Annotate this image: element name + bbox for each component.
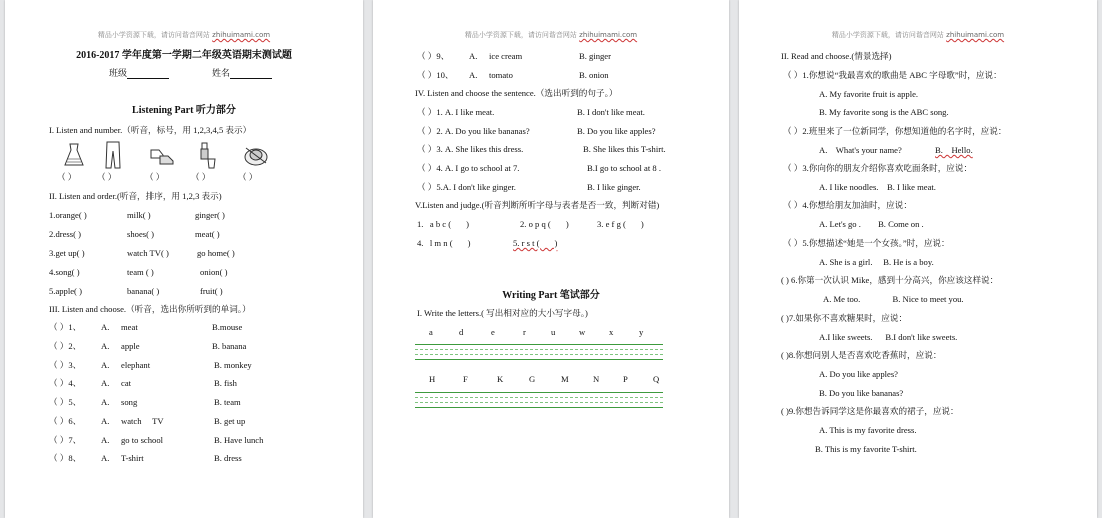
order-item[interactable]: 5.apple( ) <box>49 286 82 296</box>
exam-page-1 <box>5 0 363 518</box>
option-a-word: ice cream <box>489 51 523 61</box>
option-a: A. Do you like apples? <box>819 369 898 379</box>
question[interactable]: （ ）3.你向你的朋友介绍你喜欢吃面条时，应说： <box>783 163 973 173</box>
letter: w <box>579 327 586 337</box>
option-b-word: B. fish <box>214 378 237 388</box>
option-b-word: B. ginger <box>579 51 611 61</box>
option-a-word: go to school <box>121 435 164 445</box>
question[interactable]: （ ）4.你想给朋友加油时，应说： <box>783 200 912 210</box>
order-item[interactable]: go home( ) <box>197 248 235 258</box>
name-blank[interactable] <box>230 69 272 79</box>
question[interactable]: ( )9.你想告诉同学这是你最喜欢的裙子，应说： <box>781 406 959 416</box>
page-header <box>373 30 729 40</box>
question[interactable]: （ ）5.你想描述“她是一个女孩。”时，应说： <box>783 238 950 248</box>
option-b-word: B. monkey <box>214 360 252 370</box>
option-a-marker: A. <box>101 397 110 407</box>
answer-bracket[interactable]: （ ）8、 <box>49 453 82 463</box>
option-b-word: B. onion <box>579 70 609 80</box>
shoes-icon <box>149 146 175 166</box>
letter: u <box>551 327 556 337</box>
writing-1-instruction: I. Write the letters.( 写出相对应的大小写字母。) <box>417 308 588 318</box>
question[interactable]: ( ) 6.你第一次认识 Mike，感到十分高兴，你应该这样说： <box>781 275 999 285</box>
letter: N <box>593 374 600 384</box>
order-item[interactable]: banana( ) <box>127 286 160 296</box>
answer-bracket[interactable]: （ ）2、 <box>49 341 82 351</box>
class-blank[interactable] <box>127 69 169 79</box>
option-a: A. She is a girl. B. He is a boy. <box>819 257 934 267</box>
read-choose-instruction: II. Read and choose.(情景选择) <box>781 51 892 61</box>
option-a-marker: A. <box>101 322 110 332</box>
option-a-word: cat <box>121 378 132 388</box>
exam-page-2 <box>373 0 729 518</box>
option-a-word: song <box>121 397 138 407</box>
letter: M <box>561 374 569 384</box>
page-header <box>5 30 363 40</box>
letter: K <box>497 374 504 384</box>
answer-bracket[interactable]: （ ）6、 <box>49 416 82 426</box>
judge-item[interactable]: 2. o p q ( ) <box>520 219 569 229</box>
option-b: B. Hello. <box>935 145 973 155</box>
section-2-instruction: II. Listen and order.(听音，排序，用 1,2,3 表示) <box>49 191 222 201</box>
order-item[interactable]: 4.song( ) <box>49 267 80 277</box>
sentence-option-a[interactable]: （ ）4. A. I go to school at 7. <box>417 163 520 173</box>
option-a: A. I like noodles. B. I like meat. <box>819 182 936 192</box>
option-a: A.I like sweets. B.I don't like sweets. <box>819 332 958 342</box>
letter: x <box>609 327 614 337</box>
sentence-option-b: B. I like ginger. <box>587 182 641 192</box>
hat-icon <box>243 143 269 167</box>
order-item[interactable]: watch TV( ) <box>127 248 169 258</box>
letter: d <box>459 327 464 337</box>
option-b-word: B. get up <box>214 416 246 426</box>
page-header <box>739 30 1097 40</box>
header-site-link[interactable]: zhihuimami.com <box>579 31 638 39</box>
sentence-option-a[interactable]: （ ）1. A. I like meat. <box>417 107 495 117</box>
order-item[interactable]: team ( ) <box>127 267 154 277</box>
header-text: 精品小学资源下载，请访问谐音网站 <box>831 31 944 39</box>
name-label: 姓名 <box>212 68 231 78</box>
answer-bracket[interactable]: （ ）1、 <box>49 322 82 332</box>
order-item[interactable]: 2.dress( ) <box>49 229 81 239</box>
option-a-marker: A. <box>101 378 110 388</box>
question[interactable]: ( )7.如果你不喜欢糖果时，应说： <box>781 313 908 323</box>
sentence-option-b: B. I don't like meat. <box>577 107 645 117</box>
letter: r <box>523 327 526 337</box>
option-a-word: apple <box>121 341 140 351</box>
answer-bracket[interactable]: （ ）7、 <box>49 435 82 445</box>
exam-title: 2016-2017 学年度第一学期二年级英语期末测试题 <box>76 50 292 61</box>
header-site-link[interactable]: zhihuimami.com <box>946 31 1005 39</box>
option-a-marker: A. <box>469 70 478 80</box>
order-item[interactable]: 1.orange( ) <box>49 210 87 220</box>
option-a-word: elephant <box>121 360 151 370</box>
order-item[interactable]: fruit( ) <box>200 286 223 296</box>
letter: H <box>429 374 436 384</box>
writing-part-title: Writing Part 笔试部分 <box>502 290 600 301</box>
judge-item[interactable]: 1. a b c ( ) <box>417 219 470 229</box>
question[interactable]: ( )8.你想问别人是否喜欢吃香蕉时，应说： <box>781 350 942 360</box>
sentence-option-b: B. She likes this T-shirt. <box>583 144 666 154</box>
judge-item[interactable]: 3. e f g ( ) <box>597 219 644 229</box>
trousers-icon <box>105 141 121 169</box>
section-4-instruction: IV. Listen and choose the sentence.（选出听到的句子。） <box>415 88 618 98</box>
header-text: 精品小学资源下载，请访问谐音网站 <box>97 31 210 39</box>
option-b-word: B. banana <box>212 341 247 351</box>
exam-page-3 <box>739 0 1097 518</box>
order-item[interactable]: shoes( ) <box>127 229 154 239</box>
option-b-word: B. Have lunch <box>214 435 264 445</box>
sentence-option-a[interactable]: （ ）5.A. I don't like ginger. <box>417 182 516 192</box>
letter: F <box>463 374 468 384</box>
option-a-marker: A. <box>101 435 110 445</box>
option-a-marker: A. <box>101 341 110 351</box>
letter: a <box>429 327 433 337</box>
letter: e <box>491 327 495 337</box>
name-field <box>212 68 272 79</box>
option-a-marker: A. <box>469 51 478 61</box>
order-item[interactable]: 3.get up( ) <box>49 248 85 258</box>
option-a: A. This is my favorite dress. <box>819 425 917 435</box>
order-item[interactable]: milk( ) <box>127 210 151 220</box>
letter: y <box>639 327 644 337</box>
option-a-word: watch TV <box>121 416 164 426</box>
letter: G <box>529 374 536 384</box>
option-b: B. Do you like bananas? <box>819 388 904 398</box>
option-a: A. Let's go . B. Come on . <box>819 219 924 229</box>
picture-bracket[interactable]: （ ） <box>145 172 165 182</box>
sentence-option-b: B. Do you like apples? <box>577 126 656 136</box>
answer-bracket[interactable]: （ ）10、 <box>417 70 454 80</box>
order-item[interactable]: onion( ) <box>200 267 228 277</box>
section-1-instruction: I. Listen and number.（听音，标号，用 1,2,3,4,5 表示） <box>49 125 252 135</box>
sentence-option-b: B.I go to school at 8 . <box>587 163 661 173</box>
answer-bracket[interactable]: （ ）4、 <box>49 378 82 388</box>
picture-bracket[interactable]: （ ） <box>238 172 258 182</box>
option-a-word: tomato <box>489 70 513 80</box>
option-b: B. This is my favorite T-shirt. <box>815 444 917 454</box>
section-3-instruction: III. Listen and choose.（听音，选出你所听到的单词。） <box>49 304 251 314</box>
header-text: 精品小学资源下载，请访问谐音网站 <box>464 31 577 39</box>
question[interactable]: （ ）2.班里来了一位新同学，你想知道他的名字时，应说： <box>783 126 1007 136</box>
answer-bracket[interactable]: （ ）3、 <box>49 360 82 370</box>
judge-item[interactable]: 4. l m n ( ) <box>417 238 471 248</box>
answer-bracket[interactable]: （ ）9、 <box>417 51 450 61</box>
writing-guide-lines[interactable] <box>415 392 663 412</box>
picture-bracket[interactable]: （ ） <box>191 172 211 182</box>
sentence-option-a[interactable]: （ ）2. A. Do you like bananas? <box>417 126 530 136</box>
option-b-word: B.mouse <box>212 322 243 332</box>
option-a-word: meat <box>121 322 138 332</box>
option-a: A. What's your name? <box>819 145 902 155</box>
sentence-option-a[interactable]: （ ）3. A. She likes this dress. <box>417 144 524 154</box>
option-a-marker: A. <box>101 360 110 370</box>
option-b-word: B. team <box>214 397 241 407</box>
answer-bracket[interactable]: （ ）5、 <box>49 397 82 407</box>
option-a: A. Me too. B. Nice to meet you. <box>823 294 964 304</box>
picture-bracket[interactable]: （ ） <box>57 172 77 182</box>
letter: Q <box>653 374 660 384</box>
order-item[interactable]: meat( ) <box>195 229 220 239</box>
option-b: B. My favorite song is the ABC song. <box>819 107 949 117</box>
option-a-marker: A. <box>101 453 110 463</box>
listening-part-title: Listening Part 听力部分 <box>132 105 236 116</box>
option-b-word: B. dress <box>214 453 242 463</box>
class-label: 班级 <box>109 68 128 78</box>
judge-item[interactable]: 5. r s t ( ) <box>513 238 558 248</box>
juice-icon <box>198 141 218 169</box>
dress-icon <box>63 143 85 167</box>
section-5-instruction: V.Listen and judge.(听音判断所听字母与表者是否一致，判断对错) <box>415 200 660 210</box>
order-item[interactable]: ginger( ) <box>195 210 225 220</box>
header-site-link[interactable]: zhihuimami.com <box>212 31 271 39</box>
class-field <box>109 68 169 79</box>
option-a-word: T-shirt <box>121 453 144 463</box>
picture-bracket[interactable]: （ ） <box>97 172 117 182</box>
option-a: A. My favorite fruit is apple. <box>819 89 919 99</box>
option-a-marker: A. <box>101 416 110 426</box>
question[interactable]: （ ）1.你想说“我最喜欢的歌曲是 ABC 字母歌”时，应说： <box>783 70 1002 80</box>
writing-guide-lines[interactable] <box>415 344 663 364</box>
letter: P <box>623 374 628 384</box>
